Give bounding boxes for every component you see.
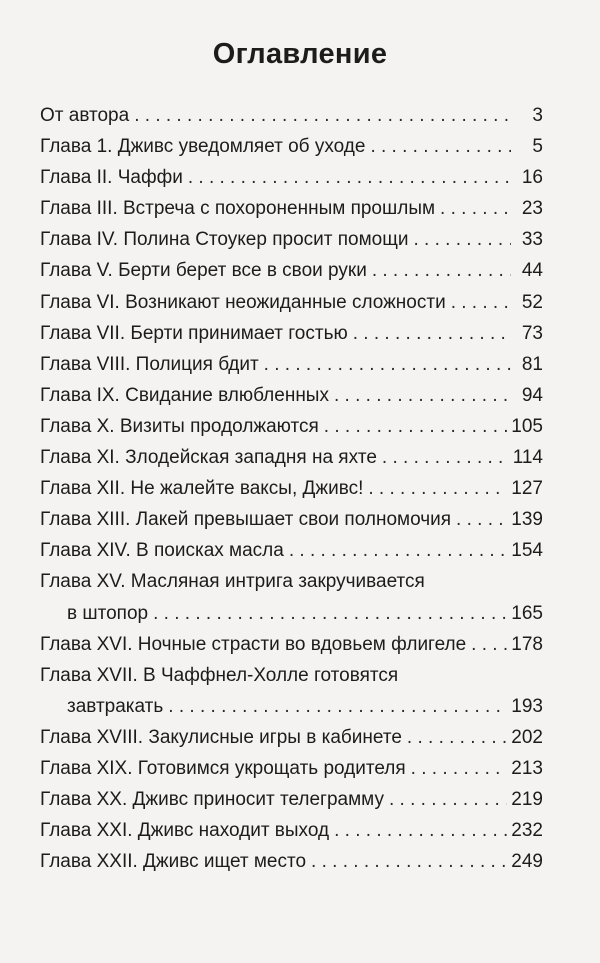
toc-entry[interactable] <box>40 473 543 504</box>
toc-entry-title: Глава II. Чаффи <box>40 167 183 189</box>
toc-entry-page: 249 <box>511 851 543 873</box>
leader-dots <box>456 504 507 535</box>
toc-entry-title: Глава VI. Возникают неожиданные сложности <box>40 291 446 313</box>
toc-entry-page: 52 <box>521 291 543 313</box>
leader-dots <box>168 691 507 722</box>
toc-entry[interactable] <box>40 815 543 846</box>
leader-dots <box>264 349 511 380</box>
leader-dots <box>334 380 511 411</box>
leader-dots <box>411 753 508 784</box>
toc-entry-title: Глава XI. Злодейская западня на яхте <box>40 447 377 469</box>
toc-entry-page: 178 <box>511 633 543 655</box>
toc-entry-title: Глава VIII. Полиция бдит <box>40 353 259 375</box>
toc-entry-page: 232 <box>511 820 543 842</box>
toc-entry-page: 5 <box>532 136 543 158</box>
leader-dots <box>413 224 511 255</box>
toc-entry-title-continued: в штопор <box>67 602 149 624</box>
toc-entry-title: От автора <box>40 105 130 126</box>
toc-entry-page: 16 <box>521 167 543 189</box>
toc-entry-continuation[interactable] <box>40 598 543 629</box>
toc-entry-page: 23 <box>521 198 543 220</box>
leader-dots <box>471 629 507 660</box>
toc-entry-page: 193 <box>511 695 543 717</box>
toc-entry-page: 3 <box>532 105 543 126</box>
leader-dots <box>311 846 507 877</box>
toc-entry[interactable] <box>40 193 543 224</box>
toc-entry[interactable] <box>40 535 543 566</box>
toc-entry-page: 44 <box>521 260 543 282</box>
toc-entry[interactable] <box>40 629 543 660</box>
toc-entry-page: 213 <box>511 757 543 779</box>
toc-entry-title: Глава XVI. Ночные страсти во вдовьем флигеле <box>40 633 467 655</box>
toc-entry[interactable] <box>40 318 543 349</box>
toc-entry-title: Глава XVII. В Чаффнел-Холле готовятся <box>40 664 399 686</box>
toc-entry-title: Глава XX. Дживс приносит телеграмму <box>40 789 384 811</box>
toc-entry-page: 73 <box>521 322 543 344</box>
toc-entry-title: Глава VII. Берти принимает гостью <box>40 322 348 344</box>
leader-dots <box>389 784 507 815</box>
toc-entry[interactable] <box>40 349 543 380</box>
toc-entry-title: Глава XIII. Лакей превышает свои полномочия <box>40 509 452 531</box>
toc-entry-title: Глава IV. Полина Стоукер просит помощи <box>40 229 409 251</box>
leader-dots <box>368 473 507 504</box>
leader-dots <box>353 318 511 349</box>
toc-entry-page: 219 <box>511 789 543 811</box>
toc-entry[interactable] <box>40 162 543 193</box>
leader-dots <box>451 287 511 318</box>
toc-entry-title: Глава XIX. Готовимся укрощать родителя <box>40 757 406 779</box>
toc-entry-page: 127 <box>511 478 543 500</box>
leader-dots <box>382 442 509 473</box>
toc-entry-page: 139 <box>511 509 543 531</box>
toc-entry-first-line[interactable] <box>40 566 543 597</box>
leader-dots <box>407 722 507 753</box>
toc-entry-page: 202 <box>511 726 543 748</box>
toc-entry[interactable] <box>40 411 543 442</box>
toc-entry[interactable] <box>40 224 543 255</box>
toc-entry[interactable] <box>40 846 543 877</box>
toc-entry[interactable] <box>40 504 543 535</box>
toc-entry-page: 154 <box>511 540 543 562</box>
toc-entry[interactable] <box>40 255 543 286</box>
leader-dots <box>153 598 507 629</box>
toc-entry[interactable] <box>40 380 543 411</box>
toc-entry-title: Глава XII. Не жалейте ваксы, Дживс! <box>40 478 364 500</box>
toc-entry-title: Глава V. Берти берет все в свои руки <box>40 260 367 282</box>
leader-dots <box>134 100 511 131</box>
leader-dots <box>188 162 511 193</box>
toc-entry-title: Глава X. Визиты продолжаются <box>40 415 319 437</box>
toc-entry[interactable] <box>40 100 543 131</box>
toc-entry[interactable] <box>40 442 543 473</box>
toc-entry-page: 33 <box>521 229 543 251</box>
toc-entry-page: 81 <box>521 353 543 375</box>
toc-entry-title: Глава XXII. Дживс ищет место <box>40 851 307 873</box>
toc-entry-title-continued: завтракать <box>67 695 164 717</box>
toc-entry-title: Глава XIV. В поисках масла <box>40 540 284 562</box>
toc-entry-page: 114 <box>512 447 543 469</box>
page-title: Оглавление <box>212 38 388 70</box>
toc-entry-continuation[interactable] <box>40 691 543 722</box>
leader-dots <box>324 411 508 442</box>
toc-entry-title: Глава XV. Масляная интрига закручивается <box>40 571 425 593</box>
toc-entry[interactable] <box>40 722 543 753</box>
toc-entry-title: Глава 1. Дживс уведомляет об уходе <box>40 136 366 158</box>
table-of-contents <box>40 100 543 877</box>
leader-dots <box>370 131 511 162</box>
leader-dots <box>440 193 511 224</box>
toc-entry-title: Глава XVIII. Закулисные игры в кабинете <box>40 726 402 748</box>
toc-entry-first-line[interactable] <box>40 660 543 691</box>
toc-entry-page: 105 <box>511 415 543 437</box>
toc-entry-title: Глава XXI. Дживс находит выход <box>40 820 330 842</box>
toc-entry[interactable] <box>40 784 543 815</box>
leader-dots <box>372 255 511 286</box>
leader-dots <box>289 535 507 566</box>
toc-entry-page: 94 <box>521 384 543 406</box>
toc-entry[interactable] <box>40 753 543 784</box>
leader-dots <box>334 815 507 846</box>
toc-entry[interactable] <box>40 287 543 318</box>
toc-entry-title: Глава III. Встреча с похороненным прошлым <box>40 198 436 220</box>
toc-entry[interactable] <box>40 131 543 162</box>
toc-entry-page: 165 <box>511 602 543 624</box>
toc-entry-title: Глава IX. Свидание влюбленных <box>40 384 329 406</box>
